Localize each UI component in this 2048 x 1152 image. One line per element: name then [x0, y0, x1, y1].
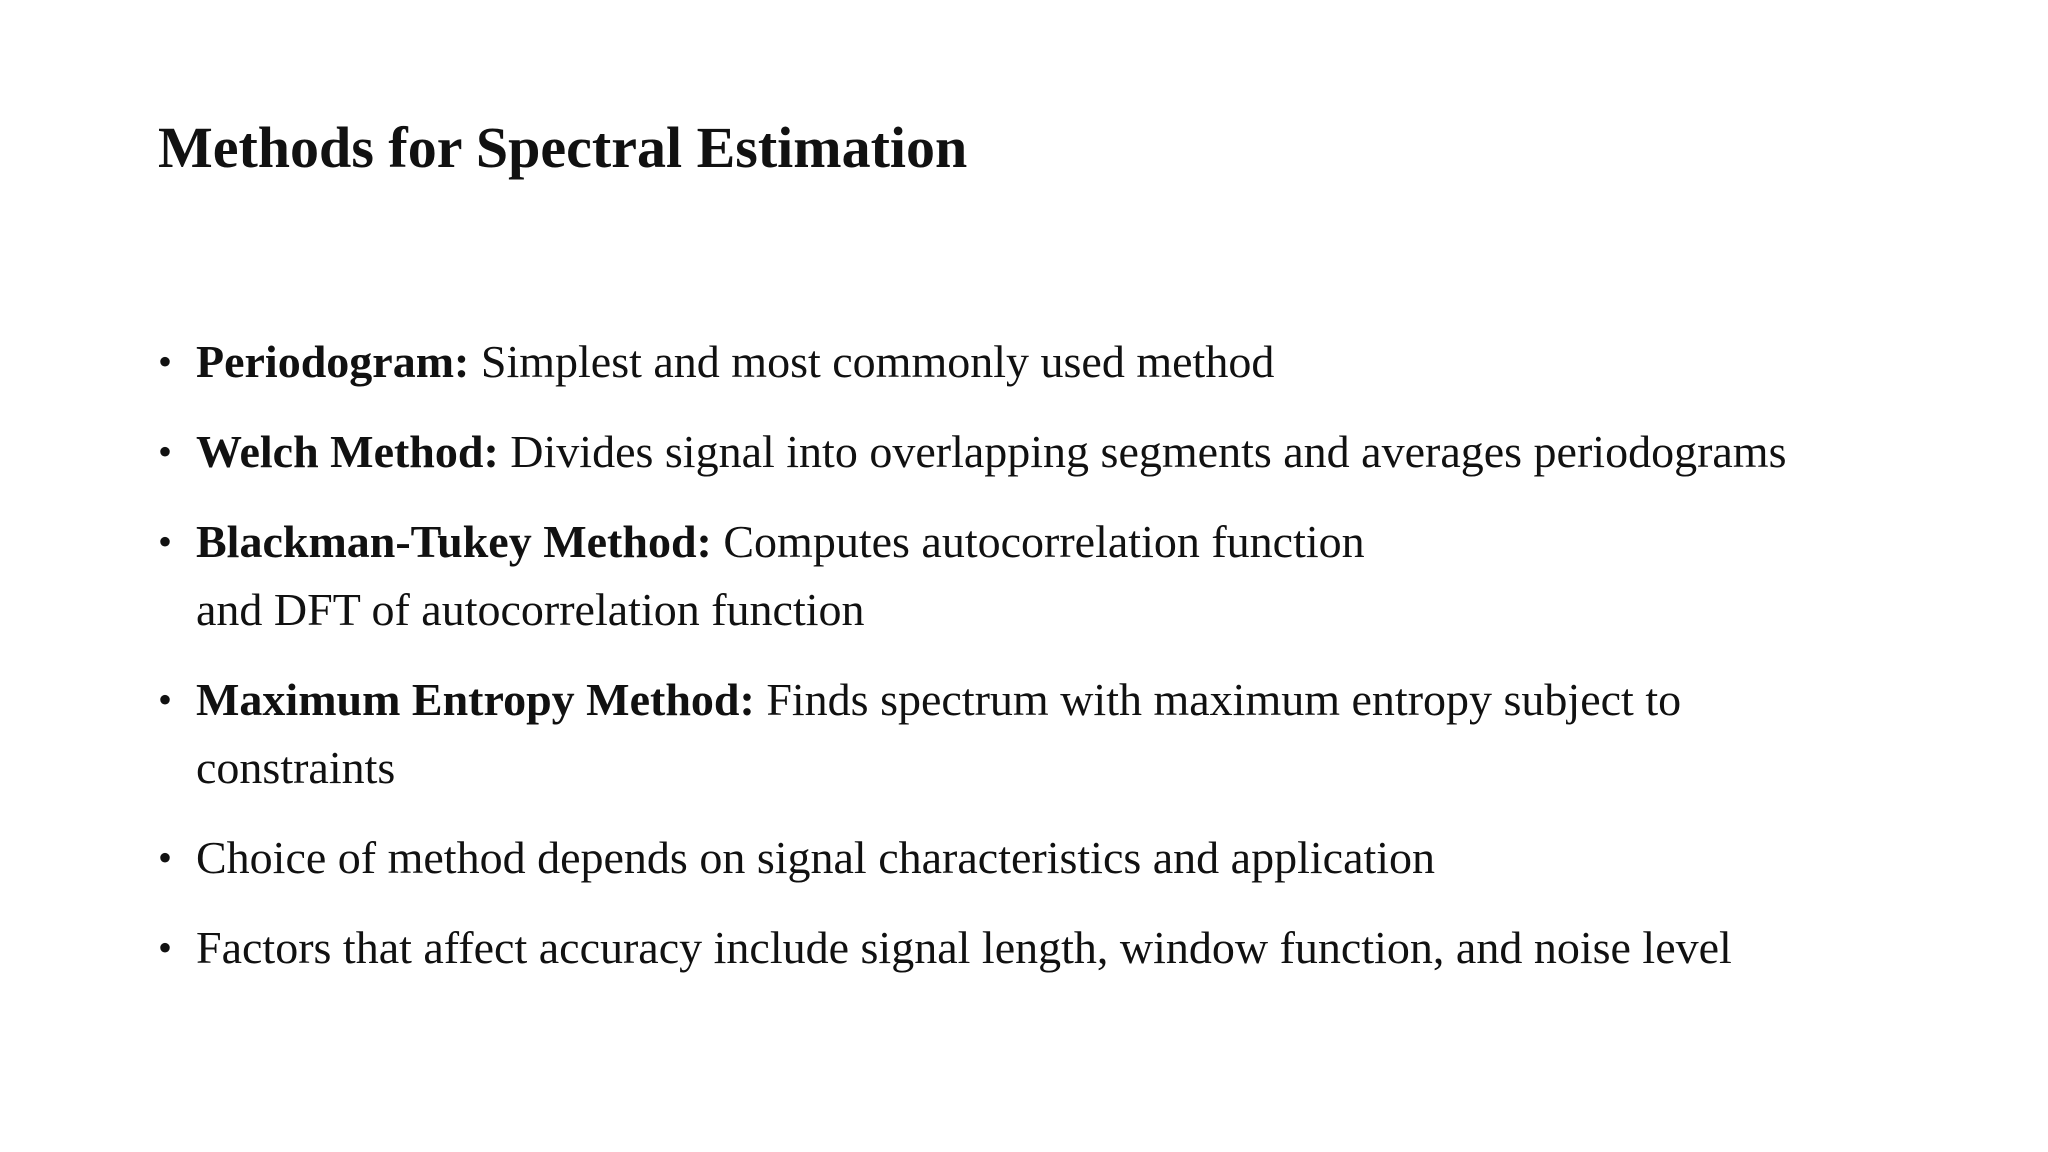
bullet-text: Factors that affect accuracy include signal length, window function, and noise level	[196, 922, 1732, 973]
bullet-icon: •	[158, 835, 173, 880]
bullet-text: Divides signal into overlapping segments and averages periodograms	[498, 426, 1787, 477]
list-item	[158, 666, 1988, 802]
bullet-term: Periodogram:	[196, 336, 470, 387]
list-item	[158, 328, 1988, 396]
bullet-icon: •	[158, 677, 173, 722]
bullet-text: Computes autocorrelation function and DFT of autocorrelation function	[196, 516, 1365, 635]
list-item	[158, 824, 1988, 892]
bullet-term: Blackman-Tukey Method:	[196, 516, 712, 567]
bullet-list	[158, 328, 1988, 1004]
list-item	[158, 914, 1988, 982]
bullet-text: Finds spectrum with maximum entropy subject to constraints	[196, 674, 1682, 793]
bullet-text: Simplest and most commonly used method	[469, 336, 1275, 387]
bullet-text: Choice of method depends on signal characteristics and application	[196, 832, 1436, 883]
bullet-icon: •	[158, 519, 173, 564]
bullet-icon: •	[158, 429, 173, 474]
bullet-icon: •	[158, 339, 173, 384]
bullet-term: Maximum Entropy Method:	[196, 674, 755, 725]
bullet-term: Welch Method:	[196, 426, 499, 477]
slide-title: Methods for Spectral Estimation	[158, 115, 968, 180]
bullet-icon: •	[158, 925, 173, 970]
list-item	[158, 508, 1988, 644]
list-item	[158, 418, 1988, 486]
